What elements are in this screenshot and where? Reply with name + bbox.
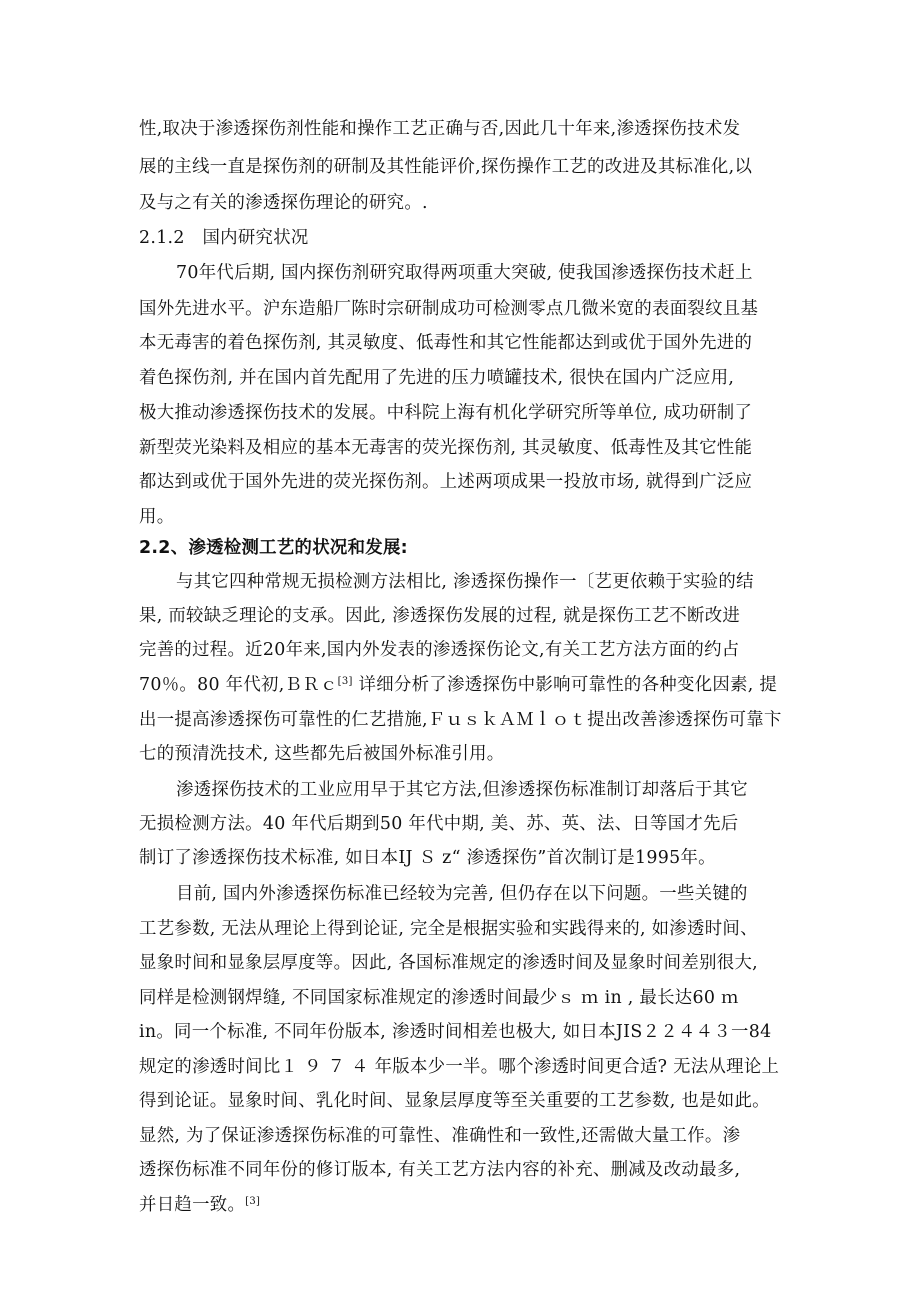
text-line: in。同一个标准, 不同年份版本, 渗透时间相差也极大, 如日本JIS２２４４３一84: [139, 1022, 772, 1042]
text-line: 性,取决于渗透探伤剂性能和操作工艺正确与否,因此几十年来,渗透探伤技术发: [139, 119, 741, 139]
text-line: 目前, 国内外渗透探伤标准已经较为完善, 但仍存在以下问题。一些关键的: [176, 884, 748, 904]
text-line: 都达到或优于国外先进的荧光探伤剂。上述两项成果一投放市场, 就得到广泛应: [139, 472, 753, 492]
text-line: 显象时间和显象层厚度等。因此, 各国标准规定的渗透时间及显象时间差别很大,: [139, 953, 758, 973]
section-heading: 2.1.2 国内研究状况: [139, 228, 309, 248]
text-line: 规定的渗透时间比１ ９ ７ ４ 年版本少一半。哪个渗透时间更合适? 无法从理论上: [139, 1057, 780, 1077]
text-line: 用。: [139, 507, 175, 527]
text-line: 及与之有关的渗透探伤理论的研究。.: [139, 193, 428, 213]
text-line: 展的主线一直是探伤剂的研制及其性能评价,探伤操作工艺的改进及其标准化,以: [139, 157, 753, 177]
text-segment: 详细分析了渗透探伤中影响可靠性的各种变化因素, 提: [352, 675, 778, 695]
text-line: 完善的过程。近20年来,国内外发表的渗透探伤论文,有关工艺方法方面的约占: [139, 640, 740, 660]
text-line: 70年代后期, 国内探伤剂研究取得两项重大突破, 使我国渗透探伤技术赶上: [176, 263, 753, 283]
citation-marker: [3]: [245, 1196, 261, 1207]
text-line: 透探伤标准不同年份的修订版本, 有关工艺方法内容的补充、删减及改动最多,: [139, 1160, 741, 1180]
text-line: 七的预清洗技术, 这些都先后被国外标准引用。: [139, 744, 505, 764]
text-segment: 并日趋一致。: [139, 1195, 246, 1215]
text-line: 出一提高渗透探伤可靠性的仁艺措施,ＦｕｓｋＡＭｌｏｔ提出改善渗透探伤可靠卞: [139, 710, 782, 730]
text-line: 显然, 为了保证渗透探伤标准的可靠性、准确性和一致性,还需做大量工作。渗: [139, 1126, 741, 1146]
text-line: 新型荧光染料及相应的基本无毒害的荧光探伤剂, 其灵敏度、低毒性及其它性能: [139, 438, 753, 458]
text-line: [139, 1193, 260, 1217]
citation-marker: [3]: [337, 676, 353, 687]
text-line: 极大推动渗透探伤技术的发展。中科院上海有机化学研究所等单位, 成功研制了: [139, 403, 753, 423]
text-segment: 70％。80 年代初,ＢＲｃ: [139, 675, 338, 695]
text-line: 工艺参数, 无法从理论上得到论证, 完全是根据实验和实践得来的, 如渗透时间、: [139, 919, 758, 939]
text-line: 得到论证。显象时间、乳化时间、显象层厚度等至关重要的工艺参数, 也是如此。: [139, 1091, 770, 1111]
section-heading: 2.2、渗透检测工艺的状况和发展:: [139, 538, 408, 558]
text-line: 渗透探伤技术的工业应用早于其它方法,但渗透探伤标准制订却落后于其它: [176, 780, 748, 800]
text-line: 与其它四种常规无损检测方法相比, 渗透探伤操作一〔艺更依赖于实验的结: [176, 572, 754, 592]
text-line: 本无毒害的着色探伤剂, 其灵敏度、低毒性和其它性能都达到或优于国外先进的: [139, 333, 753, 353]
text-line: 国外先进水平。沪东造船厂陈时宗研制成功可检测零点几微米宽的表面裂纹且基: [139, 299, 759, 319]
text-line: 同样是检测钢焊缝, 不同国家标准规定的渗透时间最少ｓ ｍ in , 最长达60 ｍ: [139, 988, 739, 1008]
text-line: 制订了渗透探伤技术标准, 如日本IJ Ｓ z“ 渗透探伤”首次制订是1995年。: [139, 848, 716, 868]
text-line: 着色探伤剂, 并在国内首先配用了先进的压力喷罐技术, 很快在国内广泛应用,: [139, 368, 735, 388]
text-line: [139, 673, 777, 697]
text-line: 果, 而较缺乏理论的支承。因此, 渗透探伤发展的过程, 就是探伤工艺不断改进: [139, 606, 741, 626]
text-line: 无损检测方法。40 年代后期到50 年代中期, 美、苏、英、法、日等国才先后: [139, 814, 739, 834]
